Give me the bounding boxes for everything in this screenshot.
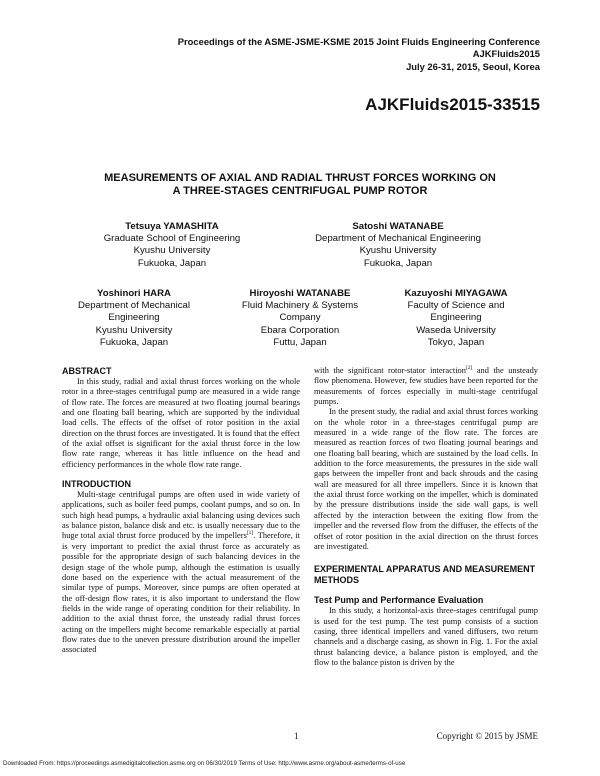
paper-title (60, 172, 540, 198)
author-affiliation: Kyushu University (359, 245, 437, 257)
right-column (314, 366, 538, 668)
author-block (380, 288, 532, 349)
author-affiliation: Kyushu University (133, 245, 211, 257)
introduction-text: Multi-stage centrifugal pumps are often used in wide variety of applications, such as boiler feed pumps, coolant pumps, and so on. In such high head pumps, a hydraulic axial balancing using devices such as balance piston, balance disk and etc. is usually necessary due to the huge total axial thrust force produced by the impellers (62, 490, 300, 541)
conference-code: AJKFluids2015 (472, 48, 540, 60)
continued-text: with the significant rotor-stator interaction (314, 366, 466, 375)
citation-ref[interactable]: [2] (465, 365, 473, 372)
introduction-paragraph (62, 490, 300, 656)
author-affiliation: Tokyo, Japan (427, 336, 485, 348)
author-name: Satoshi WATANABE (352, 221, 444, 232)
conference-name: Proceedings of the ASME-JSME-KSME 2015 Joint Fluids Engineering Conference (177, 36, 540, 47)
experimental-heading (314, 564, 538, 586)
title-line-1: MEASUREMENTS OF AXIAL AND RADIAL THRUST FORCES WORKING ON (104, 172, 496, 184)
author-affiliation: Fukuoka, Japan (363, 257, 433, 269)
test-pump-paragraph: In this study, a horizontal-axis three-stages centrifugal pump is used for the test pump. The test pump consists of a suction casing, three identical impellers and vaned diffusers, two return channels and a discharge casing, as shown in Fig. 1. For the axial thrust balancing device, a balance piston is employed, and the flow to the balance piston is driven by the (314, 606, 538, 667)
author-affiliation: Waseda University (416, 324, 496, 336)
introduction-heading: INTRODUCTION (62, 479, 131, 490)
citation-ref[interactable]: [1] (246, 530, 254, 537)
author-block (64, 288, 204, 349)
continued-paragraph (314, 366, 538, 407)
author-affiliation: Fukuoka, Japan (137, 257, 207, 269)
author-affiliation: Engineering (108, 312, 160, 324)
author-affiliation: Kyushu University (95, 324, 173, 336)
author-name: Kazuyoshi MIYAGAWA (404, 288, 508, 299)
paper-id: AJKFluids2015-33515 (365, 95, 540, 114)
page-number: 1 (294, 731, 299, 741)
author-block (228, 288, 372, 349)
subsection-heading: Test Pump and Performance Evaluation (314, 595, 484, 606)
author-name: Tetsuya YAMASHITA (125, 221, 219, 232)
author-affiliation: Department of Mechanical Engineering (315, 233, 481, 245)
present-study-paragraph: In the present study, the radial and axial thrust forces working on the whole rotor in a three-stages centrifugal pump are measured in a wide range of the flow rate. The forces are measured as reaction forces of two floating journal bearings and one floating ball bearing, which are sustained by the load cells. In addition to the force measurements, the pressures in the side wall gaps between the impeller front and back shrouds and the casing wall are measured for all three impellers. Since it is known that the axial thrust force working on the impeller, which is dominated by the pressure distributions inside the side wall gaps, is well affected by the interaction between the exiting flow from the impeller and the reversed flow from the diffuser, the effects of the offset of rotor position in the axial direction on the thrust forces are investigated. (314, 407, 538, 551)
abstract-paragraph: In this study, radial and axial thrust forces working on the whole rotor in a three-stages centrifugal pump are measured in a wide range of flow rate. The forces are measured at two floating journal bearings and one floating ball bearing, which are supported by the individual load cells. The effects of the offset of rotor position in the axial direction on the thrust forces are investigated. It is found that the effect of the axial offset is significant for the axial thrust force in the low flow rate range, whereas it has little influence on the head and efficiency performances in the whole flow rate range. (62, 377, 300, 469)
author-affiliation: Engineering (430, 312, 482, 324)
download-note: Downloaded From: https://proceedings.asmedigitalcollection.asme.org on 06/30/2019 Terms of Use: http://www.asme.org/about-asme/terms-of-use (3, 760, 406, 767)
author-affiliation: Faculty of Science and (407, 300, 505, 312)
introduction-text: . Therefore, it is very important to predict the axial thrust force as accurately as possible for the appropriate design of such balancing devices in the design stage of the whole pump, although the estimation is usually done based on the experience with the actual measurement of the similar type of pumps. Moreover, since pumps are often operated at the off-design flow rates, it is also important to understand the flow fields in the wide range of operating condition for their reliability. In addition to the axial thrust force, the unsteady radial thrust forces acting on the impellers might become remarkable especially at partial flow rates due to the uneven pressure distribution around the impeller associated (62, 531, 300, 655)
author-block (92, 221, 252, 270)
continued-text: and the unsteady flow phenomena. However, few studies have been reported for the measurements of forces especially in multi-stage centrifugal pumps. (314, 366, 538, 407)
author-affiliation: Fukuoka, Japan (99, 336, 169, 348)
author-affiliation: Graduate School of Engineering (103, 233, 241, 245)
title-line-2: A THREE-STAGES CENTRIFUGAL PUMP ROTOR (172, 185, 428, 197)
left-column (62, 366, 300, 656)
abstract-heading: ABSTRACT (62, 366, 112, 376)
author-name: Yoshinori HARA (97, 288, 171, 299)
author-block (300, 221, 496, 270)
experimental-heading-line-1: EXPERIMENTAL APPARATUS AND MEASUREMENT (314, 564, 536, 575)
copyright-notice: Copyright © 2015 by JSME (436, 731, 538, 741)
experimental-heading-line-2: METHODS (314, 575, 359, 586)
author-affiliation: Company (279, 312, 321, 324)
conference-date-location: July 26-31, 2015, Seoul, Korea (406, 60, 540, 72)
author-name: Hiroyoshi WATANABE (249, 288, 351, 299)
conference-header (178, 36, 540, 73)
author-affiliation: Fluid Machinery & Systems (241, 300, 359, 312)
author-affiliation: Ebara Corporation (260, 324, 340, 336)
author-affiliation: Futtu, Japan (273, 336, 327, 348)
author-affiliation: Department of Mechanical (78, 300, 190, 312)
